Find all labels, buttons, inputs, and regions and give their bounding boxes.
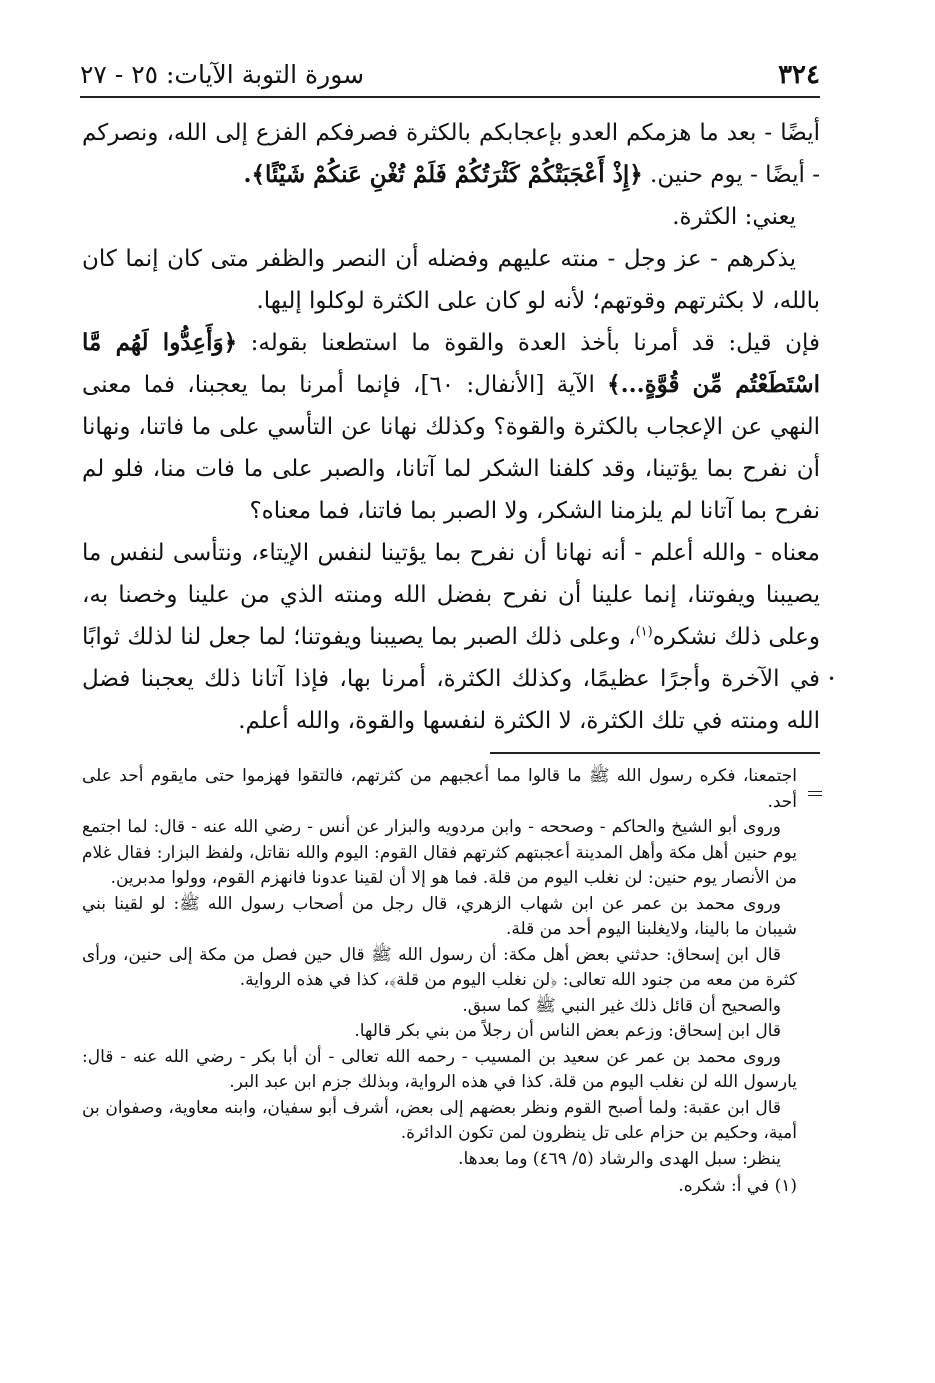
continuation-mark (808, 788, 822, 800)
quran-verse-1: ﴿إِذْ أَعْجَبَتْكُمْ كَثْرَتُكُمْ فَلَمْ تُغْنِ عَنكُمْ شَيْئًا﴾. (243, 161, 643, 188)
footnote-cont-6: قال ابن إسحاق: وزعم بعض الناس أن رجلاً من بني بكر قالها. (354, 1021, 781, 1041)
paragraph-2 (82, 196, 820, 238)
footnotes (82, 764, 797, 1200)
running-title: سورة التوبة الآيات: ٢٥ - ٢٧ (80, 60, 365, 89)
paragraph-1-text: أيضًا - بعد ما هزمكم العدو بإعجابكم بالكثرة فصرفكم الفزع إلى الله، ونصركم - أيضًا - يوم حنين. (82, 120, 820, 188)
footnote-1: (١) في أ: شكره. (678, 1176, 797, 1196)
footnote-cont-8: قال ابن عقبة: ولما أصبح القوم ونظر بعضهم إلى بعض، أشرف أبو سفيان، وابنه معاوية، وصفوان بن أمية، وحكيم بن حزام على تل ينظرون لمن تكون الدائرة. (82, 1097, 797, 1143)
paragraph-5-text-b: ، وعلى ذلك الصبر بما يصيبنا ويفوتنا؛ لما جعل لنا لذلك ثوابًا في الآخرة وأجرًا عظيمًا، وكذلك الكثرة، أمرنا بها، فإذا آتانا ذلك يعجبنا فضل الله ومنته في تلك الكثرة، لا الكثرة لنفسها والقوة، والله أعلم. (82, 624, 820, 734)
footnote-cont-3: وروى محمد بن عمر عن ابن شهاب الزهري، قال رجل من أصحاب رسول الله ﷺ: لو لقينا بني شيبان ما بالينا، ولايغلبنا اليوم أحد من قلة. (82, 893, 797, 939)
footnote-cont-9: ينظر: سبل الهدى والرشاد (٥/ ٤٦٩) وما بعدها. (458, 1148, 781, 1169)
footnote-cont-5: والصحيح أن قائل ذلك غير النبي ﷺ كما سبق. (462, 995, 781, 1016)
footnote-cont-4: قال ابن إسحاق: حدثني بعض أهل مكة: أن رسول الله ﷺ قال حين فصل من مكة إلى حنين، ورأى كثرة من معه من جنود الله تعالى: ﴿لن نغلب اليوم من قلة﴾، كذا في هذه الرواية. (82, 944, 797, 990)
footnote-divider (490, 752, 820, 754)
header-divider (80, 96, 820, 98)
main-text (82, 112, 820, 742)
page-number: ٣٢٤ (778, 60, 820, 90)
footnote-cont-7: وروى محمد بن عمر عن سعيد بن المسيب - رحمه الله تعالى - أن أبا بكر - رضي الله عنه - قال: يارسول الله لن نغلب اليوم من قلة. كذا في هذه الرواية، وبذلك جزم ابن عبد البر. (82, 1046, 797, 1092)
paragraph-4-text-b: الآية [الأنفال: ٦٠]، فإنما أمرنا بما يعجبنا، فما معنى النهي عن الإعجاب بالكثرة والقوة؟ وكذلك نهانا عن التأسي على ما فاتنا، ونهانا أن نفرح بما يؤتينا، وقد كلفنا الشكر لما آتانا، والصبر على ما فات منا، فلو لم نفرح بما آتانا لم يلزمنا الشكر، ولا الصبر بما فاتنا، فما معناه؟ (82, 372, 820, 524)
paragraph-5-text-a: معناه - والله أعلم - أنه نهانا أن نفرح بما يؤتينا لنفس الإيتاء، ونتأسى لنفس ما يصيبنا ويفوتنا، إنما علينا أن نفرح بفضل الله ومنته الذي من علينا وخصنا به، وعلى ذلك نشكره (82, 540, 821, 650)
paragraph-3-text: يذكرهم - عز وجل - منته عليهم وفضله أن النصر والظفر متى كان إنما كان بالله، لا بكثرتهم وقوتهم؛ لأنه لو كان على الكثرة لوكلوا إليها. (82, 246, 820, 314)
paragraph-4 (82, 322, 820, 532)
quran-verse-2: ﴿وَأَعِدُّوا لَهُم مَّا اسْتَطَعْتُم مِّن قُوَّةٍ...﴾ (82, 329, 821, 398)
footnote-cont-1: اجتمعنا، فكره رسول الله ﷺ ما قالوا مما أعجبهم من كثرتهم، فالتقوا فهزموا حتى مايقوم أحد على أحد. (82, 766, 797, 812)
paragraph-2-text: يعني: الكثرة. (672, 204, 796, 230)
paragraph-4-text-a: فإن قيل: قد أمرنا بأخذ العدة والقوة ما استطعنا بقوله: (250, 330, 821, 356)
paragraph-5 (82, 532, 820, 742)
margin-dot: • (828, 672, 836, 686)
page-header (80, 56, 820, 96)
footnote-cont-2: وروى أبو الشيخ والحاكم - وصححه - وابن مردويه والبزار عن أنس - رضي الله عنه - قال: لما اجتمع يوم حنين أهل مكة وأهل المدينة أعجبتهم كثرتهم فقال القوم: اليوم والله نقاتل، ولفظ البزار: فقال غلام من الأنصار يوم حنين: لن نغلب اليوم من قلة. فما هو إلا أن لقينا عدونا فانهزم القوم، وولوا مدبرين. (82, 817, 797, 888)
footnote-ref-1[interactable]: (١) (635, 624, 653, 640)
paragraph-3 (82, 238, 820, 322)
paragraph-1 (82, 112, 820, 196)
